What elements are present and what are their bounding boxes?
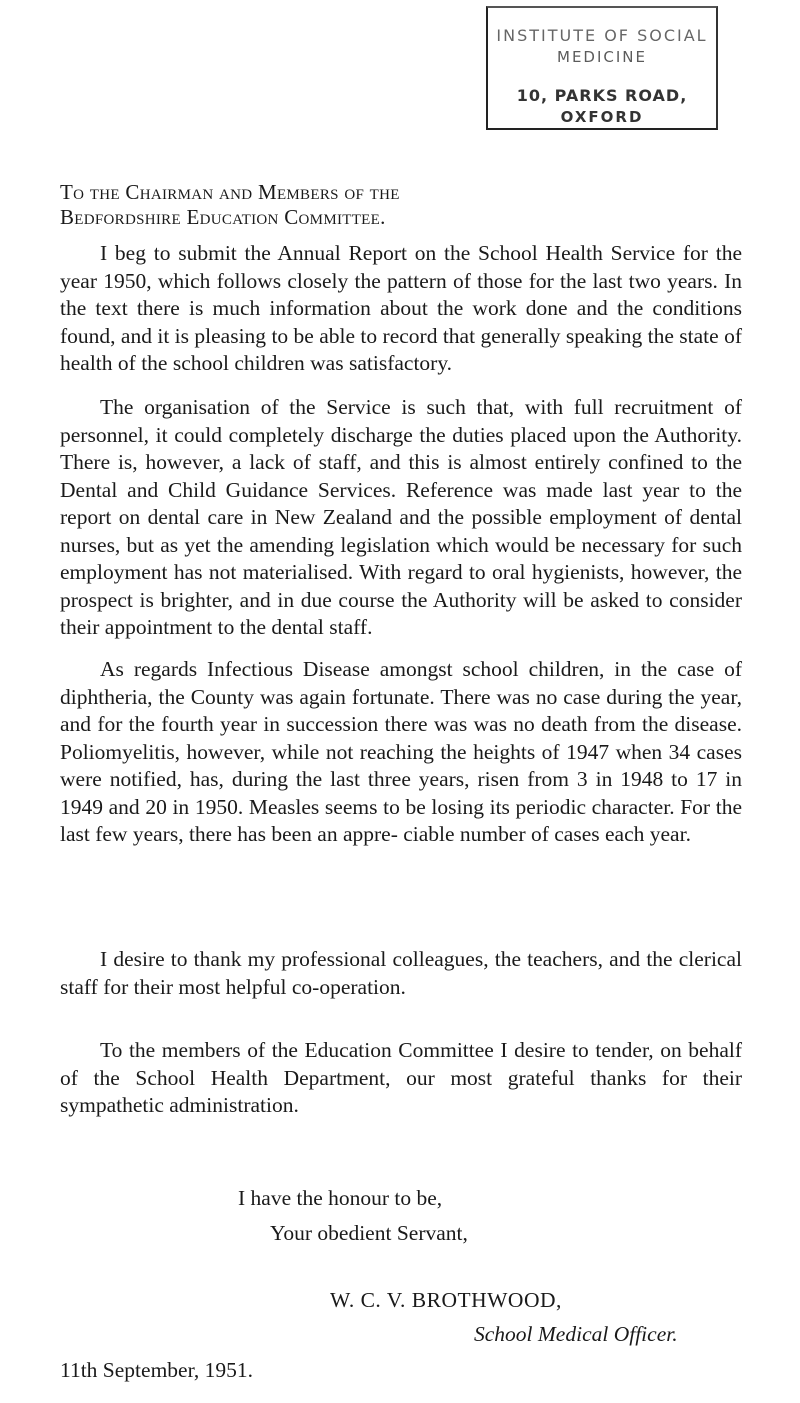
addressee — [60, 180, 760, 230]
signature-title: School Medical Officer. — [474, 1322, 678, 1346]
paragraph-3 — [60, 656, 742, 849]
letter-date: 11th September, 1951. — [60, 1358, 254, 1382]
signature-name: W. C. V. BROTHWOOD, — [330, 1288, 562, 1312]
stamp-line-address: 10, PARKS ROAD, — [516, 86, 688, 105]
paragraph-text: I beg to submit the Annual Report on the School Health Service for the year 1950, which follows closely the pattern of those for the last two years. In the text there is much information about the work done and the conditions found, and it is pleasing to be able to record that generally speaking the state of health of the school children was satisfactory. — [60, 241, 742, 375]
paragraph-text: As regards Infectious Disease amongst school children, in the case of diphtheria, the County was again fortunate. There was no case during the year, and for the fourth year in succession there was was no death from the disease. Poliomyelitis, however, while not reaching the heights of 1947 when 34 cases were notified, has, during the last three years, risen from 3 in 1948 to 17 in 1949 and 20 in 1950. Measles seems to be losing its periodic character. For the last few years, there has been an appre- ciable number of cases each year. — [60, 657, 742, 846]
paragraph-1 — [60, 240, 742, 378]
paragraph-text: To the members of the Education Committee I desire to tender, on behalf of the School Health Department, our most grateful thanks for their sympathetic administration. — [60, 1038, 742, 1117]
paragraph-4 — [60, 946, 742, 1001]
closing-honour: I have the honour to be, — [238, 1186, 443, 1210]
stamp-line-medicine: MEDICINE — [557, 48, 647, 66]
paragraph-text: The organisation of the Service is such that, with full recruitment of personnel, it could completely discharge the duties placed upon the Authority. There is, however, a lack of staff, and this is almost entirely confined to the Dental and Child Guidance Services. Reference was made last year to the report on dental care in New Zealand and the possible employment of dental nurses, but as yet the amending legislation which would be necessary for such employment has not materialised. With regard to oral hygienists, however, the prospect is brighter, and in due course the Authority will be asked to consider their appointment to the dental staff. — [60, 395, 742, 639]
stamp-line-city: OXFORD — [560, 108, 644, 126]
paragraph-text: I desire to thank my professional colleagues, the teachers, and the clerical staff for their most helpful co-operation. — [60, 947, 742, 999]
library-stamp — [486, 6, 718, 130]
addressee-line-1: To the Chairman and Members of the — [60, 180, 400, 204]
addressee-line-2: Bedfordshire Education Committee. — [60, 205, 386, 229]
stamp-line-institute: INSTITUTE OF SOCIAL — [496, 26, 708, 45]
paragraph-5 — [60, 1037, 742, 1120]
paragraph-2 — [60, 394, 742, 642]
closing-servant: Your obedient Servant, — [270, 1221, 468, 1245]
